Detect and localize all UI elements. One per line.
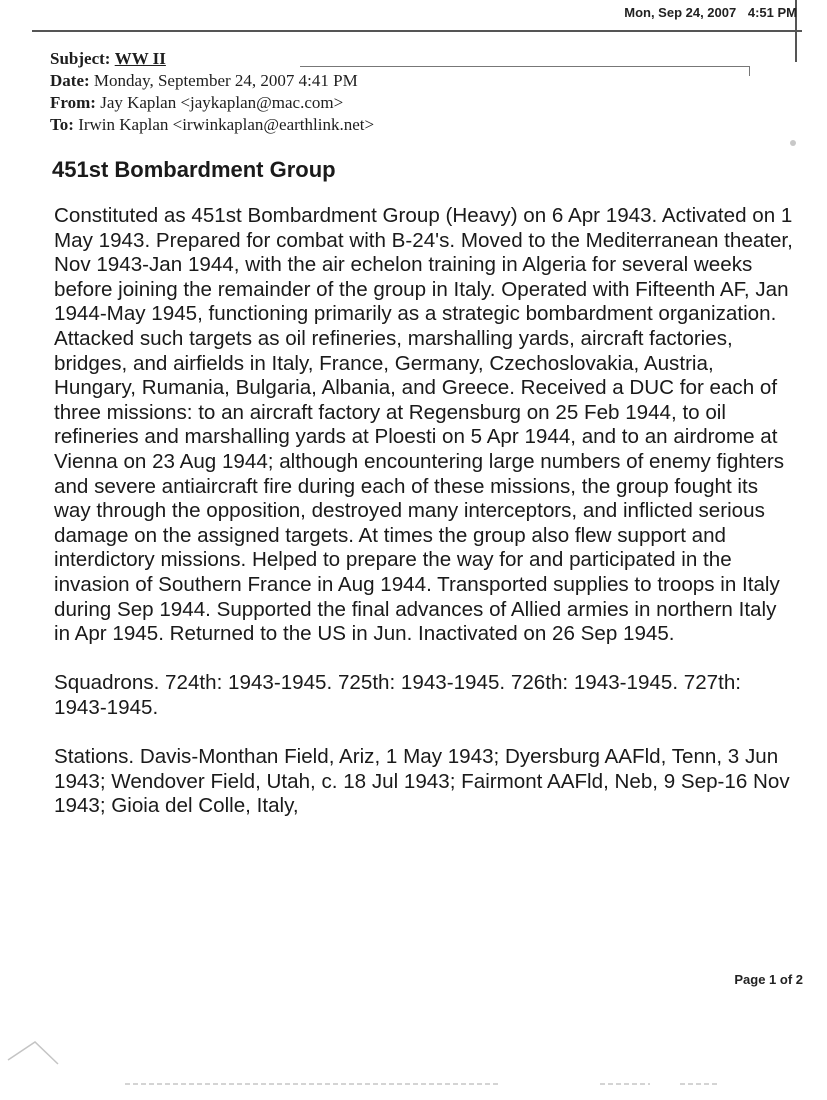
scan-frame-line (32, 30, 802, 32)
from-label: From: (50, 93, 96, 112)
print-date: Mon, Sep 24, 2007 (624, 5, 737, 20)
print-timestamp (624, 5, 797, 20)
to-value: Irwin Kaplan <irwinkaplan@earthlink.net> (78, 115, 375, 134)
date-value: Monday, September 24, 2007 4:41 PM (93, 71, 358, 90)
document-title: 451st Bombardment Group (52, 157, 336, 182)
to-row (50, 114, 770, 136)
subject-label: Subject: (50, 49, 111, 68)
date-label: Date: (50, 71, 90, 90)
scan-smudge (790, 140, 796, 146)
document-body (54, 204, 794, 819)
stations-paragraph: Stations. Davis-Monthan Field, Ariz, 1 May 1943; Dyersburg AAFld, Tenn, 3 Jun 1943; Wendover Field, Utah, c. 18 Jul 1943; Fairmont AAFld, Neb, 9 Sep-16 Nov 1943; Gioia del Colle, Italy, (54, 745, 790, 818)
to-label: To: (50, 115, 74, 134)
paper-strip-edge (300, 66, 750, 67)
from-row (50, 92, 770, 114)
scan-bottom-artifacts (0, 1040, 827, 1100)
squadrons-paragraph: Squadrons. 724th: 1943-1945. 725th: 1943-1945. 726th: 1943-1945. 727th: 1943-1945. (54, 671, 742, 719)
history-paragraph: Constituted as 451st Bombardment Group (Heavy) on 6 Apr 1943. Activated on 1 May 1943. Prepared for combat with B-24's. Moved to the Mediterranean theater, Nov 1943-Jan 1944, with the air echelon training in Algeria for several weeks before joining the remainder of the group in Italy. Operated with Fifteenth AF, Jan 1944-May 1945, functioning primarily as a strategic bombardment organization. Attacked such targets as oil refineries, marshalling yards, aircraft factories, bridges, and airfields in Italy, France, Germany, Czechoslovakia, Austria, Hungary, Rumania, Bulgaria, Albania, and Greece. Received a DUC for each of three missions: to an aircraft factory at Regensburg on 25 Feb 1944, to oil refineries and marshalling yards at Ploesti on 5 Apr 1944, and to an airdrome at Vienna on 23 Aug 1944; although encountering large numbers of enemy fighters and severe antiaircraft fire during each of these missions, the group fought its way through the opposition, destroyed many interceptors, and inflicted serious damage on the assigned targets. At times the group also flew support and interdictory missions. Helped to prepare the way for and participated in the invasion of Southern France in Aug 1944. Transported supplies to troops in Italy during Sep 1944. Supported the final advances of Allied armies in northern Italy in Apr 1945. Returned to the US in Jun. Inactivated on 26 Sep 1945. (54, 204, 793, 646)
page-indicator: Page 1 of 2 (734, 972, 803, 987)
date-row (50, 70, 770, 92)
print-time: 4:51 PM (747, 5, 797, 20)
email-header (50, 48, 770, 136)
subject-value: WW II (114, 49, 166, 68)
from-value: Jay Kaplan <jaykaplan@mac.com> (100, 93, 344, 112)
